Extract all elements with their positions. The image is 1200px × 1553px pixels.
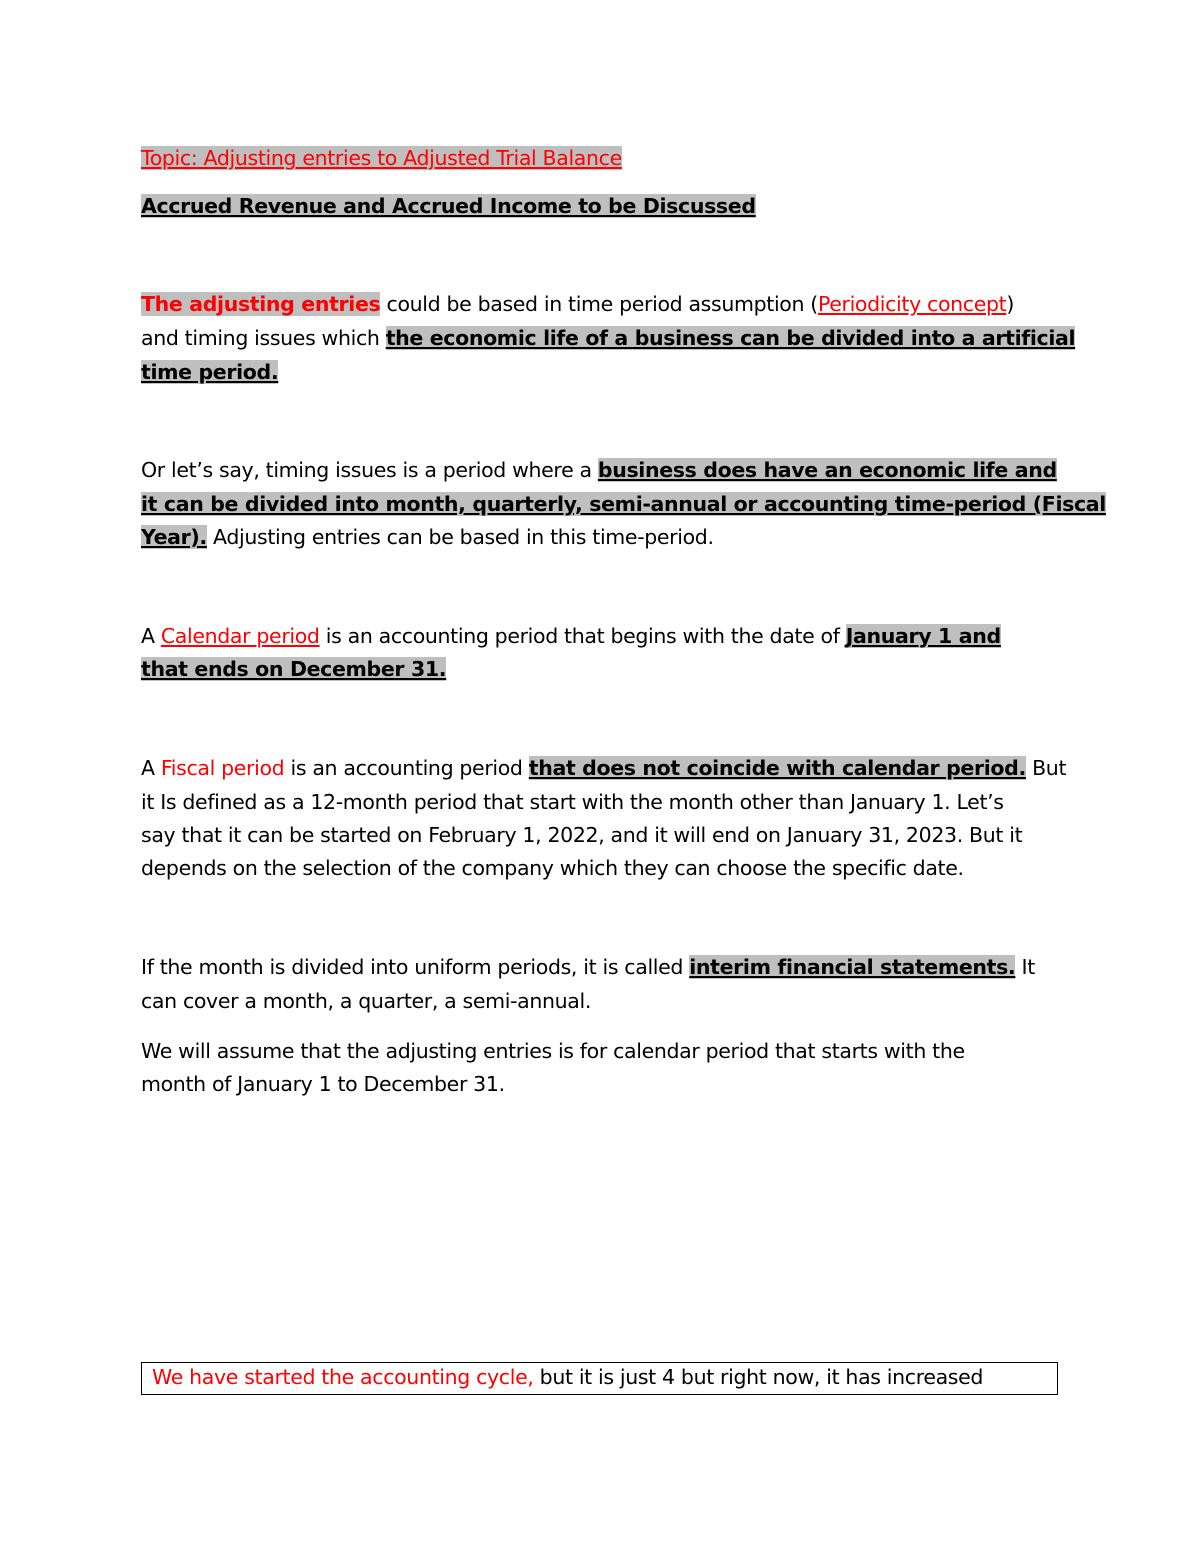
p2-emphasis: Year). [141,525,207,549]
paragraph-2-line-1 [141,454,1057,487]
p4-emphasis: that does not coincide with calendar period. [528,756,1026,780]
p4-text: it Is defined as a 12-month period that start with the month other than January 1. Let’s [141,790,1004,814]
box-text: but it is just 4 but right now, it has increased [533,1365,984,1389]
paragraph-6-line-2 [141,1068,505,1101]
p4-text: depends on the selection of the company which they can choose the specific date. [141,856,964,880]
box-line [152,1361,983,1394]
paragraph-4-line-1 [141,752,1066,785]
paragraph-4-line-4 [141,852,964,885]
interim-financial-statements-term: interim financial statements. [689,955,1016,979]
p5-text: It [1015,955,1035,979]
p1-text: ) [1006,292,1014,316]
p4-text: is an accounting period [284,756,529,780]
p3-text: is an accounting period that begins with the date of [319,624,846,648]
p1-emphasis: time period. [141,360,279,384]
p2-emphasis: it can be divided into month, quarterly, semi-annual or accounting time-period (Fiscal [141,492,1106,516]
p2-emphasis: business does have an economic life and [597,458,1057,482]
box-red-text: We have started the accounting cycle, [152,1365,534,1389]
paragraph-6-line-1 [141,1035,965,1068]
paragraph-5-line-2 [141,985,591,1018]
p3-emphasis: January 1 and [845,624,1001,648]
p1-emphasis: the economic life of a business can be divided into a artificial [385,326,1076,350]
calendar-period-term: Calendar period [160,624,320,648]
paragraph-5-line-1 [141,951,1035,984]
p5-text: If the month is divided into uniform periods, it is called [141,955,690,979]
p6-text: month of January 1 to December 31. [141,1072,505,1096]
paragraph-2-line-3 [141,521,714,554]
p4-text: say that it can be started on February 1, 2022, and it will end on January 31, 2023. But it [141,823,1023,847]
bordered-text-box [141,1362,1058,1395]
adjusting-entries-term: The adjusting entries [141,292,381,316]
p5-text: can cover a month, a quarter, a semi-annual. [141,989,592,1013]
periodicity-concept-term: Periodicity concept [817,292,1007,316]
p1-text: and timing issues which [141,326,386,350]
p2-text: Or let’s say, timing issues is a period where a [141,458,598,482]
paragraph-1-line-2 [141,322,1075,355]
p3-text: A [141,624,161,648]
paragraph-1-line-3 [141,356,278,389]
paragraph-2-line-2 [141,488,1106,521]
p2-text: Adjusting entries can be based in this time-period. [206,525,714,549]
paragraph-4-line-2 [141,786,1004,819]
document-title [141,142,622,175]
document-subtitle [141,190,756,223]
paragraph-4-line-3 [141,819,1022,852]
p3-emphasis: that ends on December 31. [141,657,447,681]
p1-text: could be based in time period assumption ( [380,292,818,316]
paragraph-3-line-2 [141,653,446,686]
fiscal-period-term: Fiscal period [160,756,285,780]
p6-text: We will assume that the adjusting entries is for calendar period that starts with the [141,1039,965,1063]
p4-text: A [141,756,161,780]
paragraph-3-line-1 [141,620,1001,653]
paragraph-1-line-1 [141,288,1014,321]
subtitle-text: Accrued Revenue and Accrued Income to be Discussed [141,194,756,218]
p4-text: But [1025,756,1067,780]
title-text: Topic: Adjusting entries to Adjusted Trial Balance [141,146,622,170]
